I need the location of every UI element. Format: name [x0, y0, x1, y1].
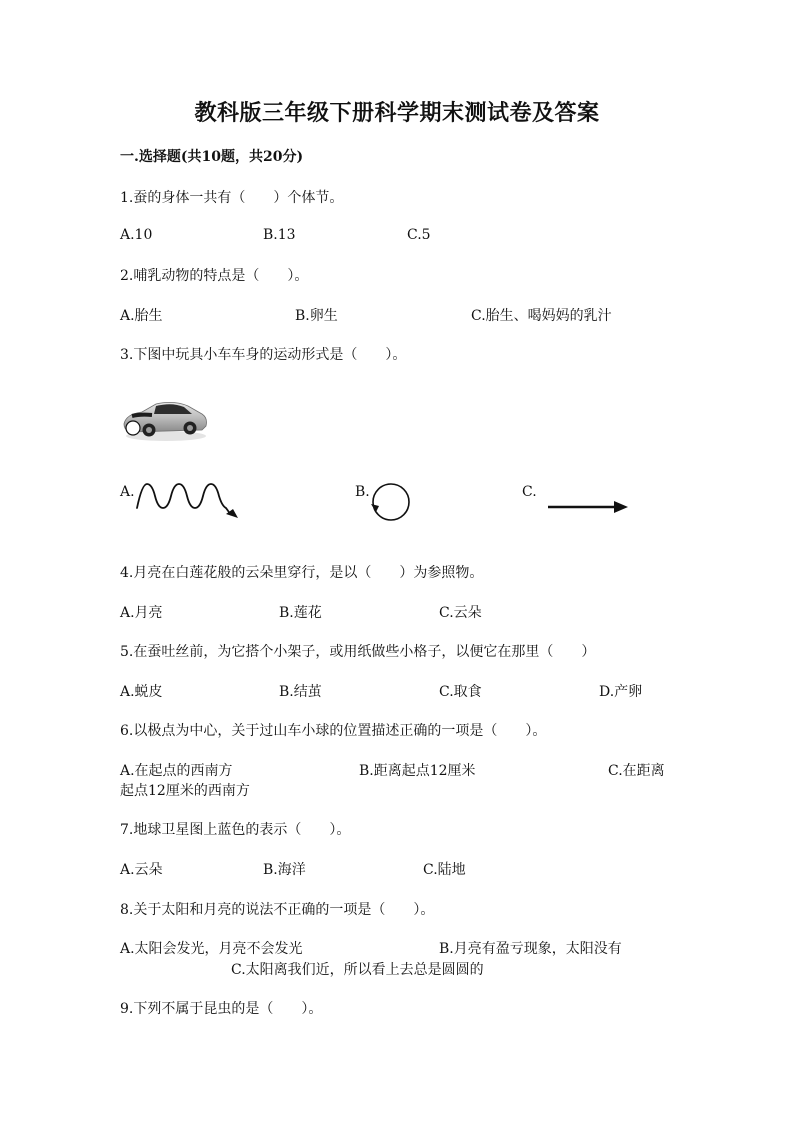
question-5-option-d: D.产卵 — [599, 684, 643, 700]
page-title: 教科版三年级下册科学期末测试卷及答案 — [194, 100, 600, 126]
question-8-option-a: A.太阳会发光，月亮不会发光 — [120, 941, 303, 957]
question-3-stem: 3.下图中玩具小车车身的运动形式是（ ）。 — [120, 347, 407, 363]
question-8-option-b: B.月亮有盈亏现象，太阳没有 — [439, 941, 622, 957]
toy-car-image — [118, 394, 210, 444]
question-5-stem: 5.在蚕吐丝前，为它搭个小架子，或用纸做些小格子，以便它在那里（ ） — [120, 644, 596, 660]
straight-motion-icon — [546, 498, 630, 516]
question-3-option-b: B. — [355, 484, 370, 500]
question-2-option-b: B.卵生 — [295, 308, 338, 324]
question-3-option-c: C. — [522, 484, 537, 500]
question-1-stem: 1.蚕的身体一共有（ ）个体节。 — [120, 190, 344, 206]
question-4-option-a: A.月亮 — [120, 605, 163, 621]
section-heading: 一.选择题(共10题，共20分) — [120, 149, 304, 165]
question-4-stem: 4.月亮在白莲花般的云朵里穿行，是以（ ）为参照物。 — [120, 565, 484, 581]
question-8-option-c: C.太阳离我们近，所以看上去总是圆圆的 — [231, 962, 484, 978]
question-2-option-c: C.胎生、喝妈妈的乳汁 — [471, 308, 612, 324]
question-1-option-a: A.10 — [120, 227, 153, 243]
question-7-option-c: C.陆地 — [423, 862, 466, 878]
question-8-stem: 8.关于太阳和月亮的说法不正确的一项是（ ）。 — [120, 902, 435, 918]
question-3-option-a: A. — [120, 484, 135, 500]
question-4-option-c: C.云朵 — [439, 605, 482, 621]
question-1-option-b: B.13 — [263, 227, 296, 243]
question-5-option-b: B.结茧 — [279, 684, 322, 700]
question-6-stem: 6.以极点为中心，关于过山车小球的位置描述正确的一项是（ ）。 — [120, 723, 547, 739]
question-7-option-a: A.云朵 — [120, 862, 163, 878]
wave-motion-icon — [134, 478, 242, 520]
question-4-option-b: B.莲花 — [279, 605, 322, 621]
question-9-stem: 9.下列不属于昆虫的是（ ）。 — [120, 1001, 323, 1017]
question-2-stem: 2.哺乳动物的特点是（ ）。 — [120, 268, 309, 284]
question-5-option-c: C.取食 — [439, 684, 482, 700]
marker-circle-icon — [126, 421, 140, 435]
question-1-option-c: C.5 — [407, 227, 431, 243]
question-6-option-c-continued: 起点12厘米的西南方 — [120, 783, 250, 799]
question-6-option-b: B.距离起点12厘米 — [359, 763, 476, 779]
question-6-option-c: C.在距离 — [608, 763, 665, 779]
question-6-option-a: A.在起点的西南方 — [120, 763, 233, 779]
question-7-stem: 7.地球卫星图上蓝色的表示（ ）。 — [120, 822, 351, 838]
circular-motion-icon — [368, 480, 414, 526]
question-5-option-a: A.蜕皮 — [120, 684, 163, 700]
question-7-option-b: B.海洋 — [263, 862, 306, 878]
question-2-option-a: A.胎生 — [120, 308, 163, 324]
